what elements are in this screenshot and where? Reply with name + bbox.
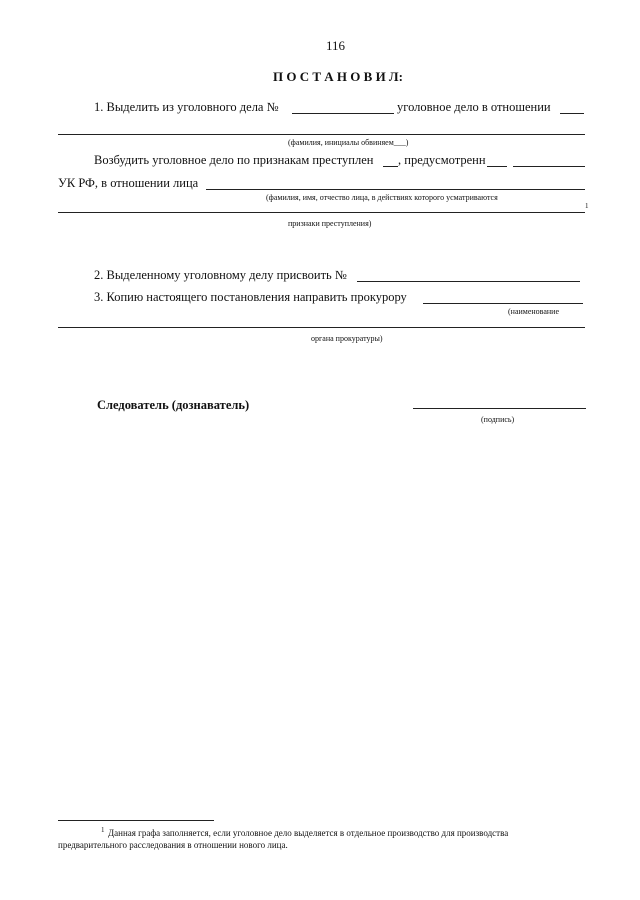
footnote-text-1: Данная графа заполняется, если уголовное дело выделяется в отдельное производство для производства	[108, 828, 509, 838]
article-line[interactable]	[513, 166, 585, 167]
item1-prefix: 1. Выделить из уголовного дела №	[94, 100, 279, 114]
crime-signs-line[interactable]	[58, 212, 585, 213]
new-case-number-line[interactable]	[357, 281, 580, 282]
document-heading: П О С Т А Н О В И Л:	[273, 69, 403, 84]
item1-suffix: уголовное дело в отношении	[397, 100, 551, 114]
initiate-text-b: , предусмотренн	[398, 153, 486, 167]
footnote-mark: 1	[585, 202, 589, 210]
footnote-number: 1	[101, 826, 105, 834]
person-caption-2: признаки преступления)	[288, 219, 372, 228]
item2-text: 2. Выделенному уголовному делу присвоить №	[94, 268, 347, 282]
investigator-label: Следователь (дознаватель)	[97, 398, 250, 412]
signature-line[interactable]	[413, 408, 586, 409]
person-line-short[interactable]	[560, 113, 584, 114]
crime-ending-line[interactable]	[383, 166, 398, 167]
page-number: 116	[326, 38, 346, 53]
signature-caption: (подпись)	[481, 415, 515, 424]
case-number-line[interactable]	[292, 113, 394, 114]
provided-ending-line[interactable]	[487, 166, 507, 167]
initiate-text-c: УК РФ, в отношении лица	[58, 176, 199, 190]
initiate-text-a: Возбудить уголовное дело по признакам преступлен	[94, 153, 374, 167]
accused-name-line[interactable]	[58, 134, 585, 135]
person-name-line[interactable]	[206, 189, 585, 190]
prosecutor-line[interactable]	[423, 303, 583, 304]
prosecutor-caption-1: (наименование	[508, 307, 560, 316]
footnote-text-2: предварительного расследования в отношении нового лица.	[58, 840, 288, 850]
item3-text: 3. Копию настоящего постановления направить прокурору	[94, 290, 407, 304]
person-caption-1: (фамилия, имя, отчество лица, в действиях которого усматриваются	[266, 193, 498, 202]
prosecutor-caption-2: органа прокуратуры)	[311, 334, 383, 343]
prosecutor-office-line[interactable]	[58, 327, 585, 328]
footnote-divider	[58, 820, 214, 821]
accused-caption: (фамилия, инициалы обвиняем___)	[288, 138, 409, 147]
